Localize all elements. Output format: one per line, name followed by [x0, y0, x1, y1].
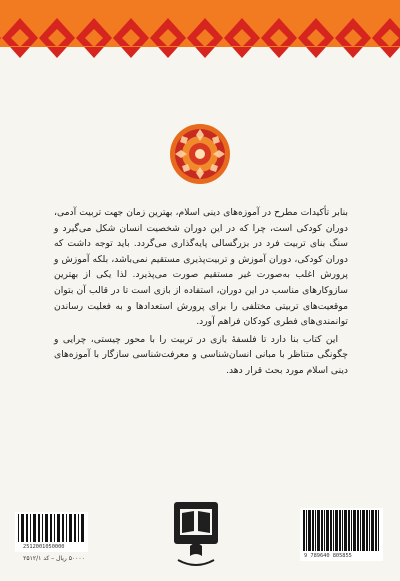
- publisher-logo-icon: [170, 498, 222, 570]
- ornamental-seal-icon: [168, 122, 232, 186]
- description-paragraph-1: بنابر تأکیدات مطرح در آموزه‌های دینی اسلام، بهترین زمان جهت تربیت آدمی، دوران کودکی است، چرا که در این دوران شخصیت انسان شکل می‌گیرد و سنگ بنای تربیت فرد در بزرگسالی پایه‌گذاری می‌گردد. باید توجه داشت که دوران کودکی، دوران آموزش و تربیت‌پذیری مستقیم نمی‌باشد، بلکه آموزش و پرورش اغلب به‌صورت غیر مستقیم صورت می‌پذیرد. لذا یکی از بهترین سازوکارهای مناسب در این دوران، استفاده از بازی است تا در قالب آن بتوان موقعیت‌های تربیتی مختلفی را برای پرورش استعدادها و به فعلیت رساندن توانمندی‌های فطری کودکان فراهم آورد.: [54, 207, 348, 328]
- publisher-barcode-lines: [15, 512, 88, 544]
- publisher-barcode-number: 2512001050000: [23, 544, 65, 550]
- isbn-barcode-lines: [300, 508, 383, 553]
- isbn-barcode-number: 9 789640 805855: [304, 553, 352, 559]
- description-text: [54, 205, 348, 379]
- price-and-code: ۵۰۰۰۰ ریال – کد ۲۵۱۲/۱: [23, 555, 85, 562]
- top-border-pattern: [0, 0, 400, 80]
- description-paragraph-2: این کتاب بنا دارد تا فلسفهٔ بازی در تربیت را با محور چیستی، چرایی و چگونگی متناظر با مبانی انسان‌شناسی و معرفت‌شناسی سازگار با آموزه‌های دینی اسلام مورد بحث قرار دهد.: [54, 333, 348, 376]
- publisher-barcode: [15, 512, 88, 552]
- isbn-barcode: [300, 508, 383, 561]
